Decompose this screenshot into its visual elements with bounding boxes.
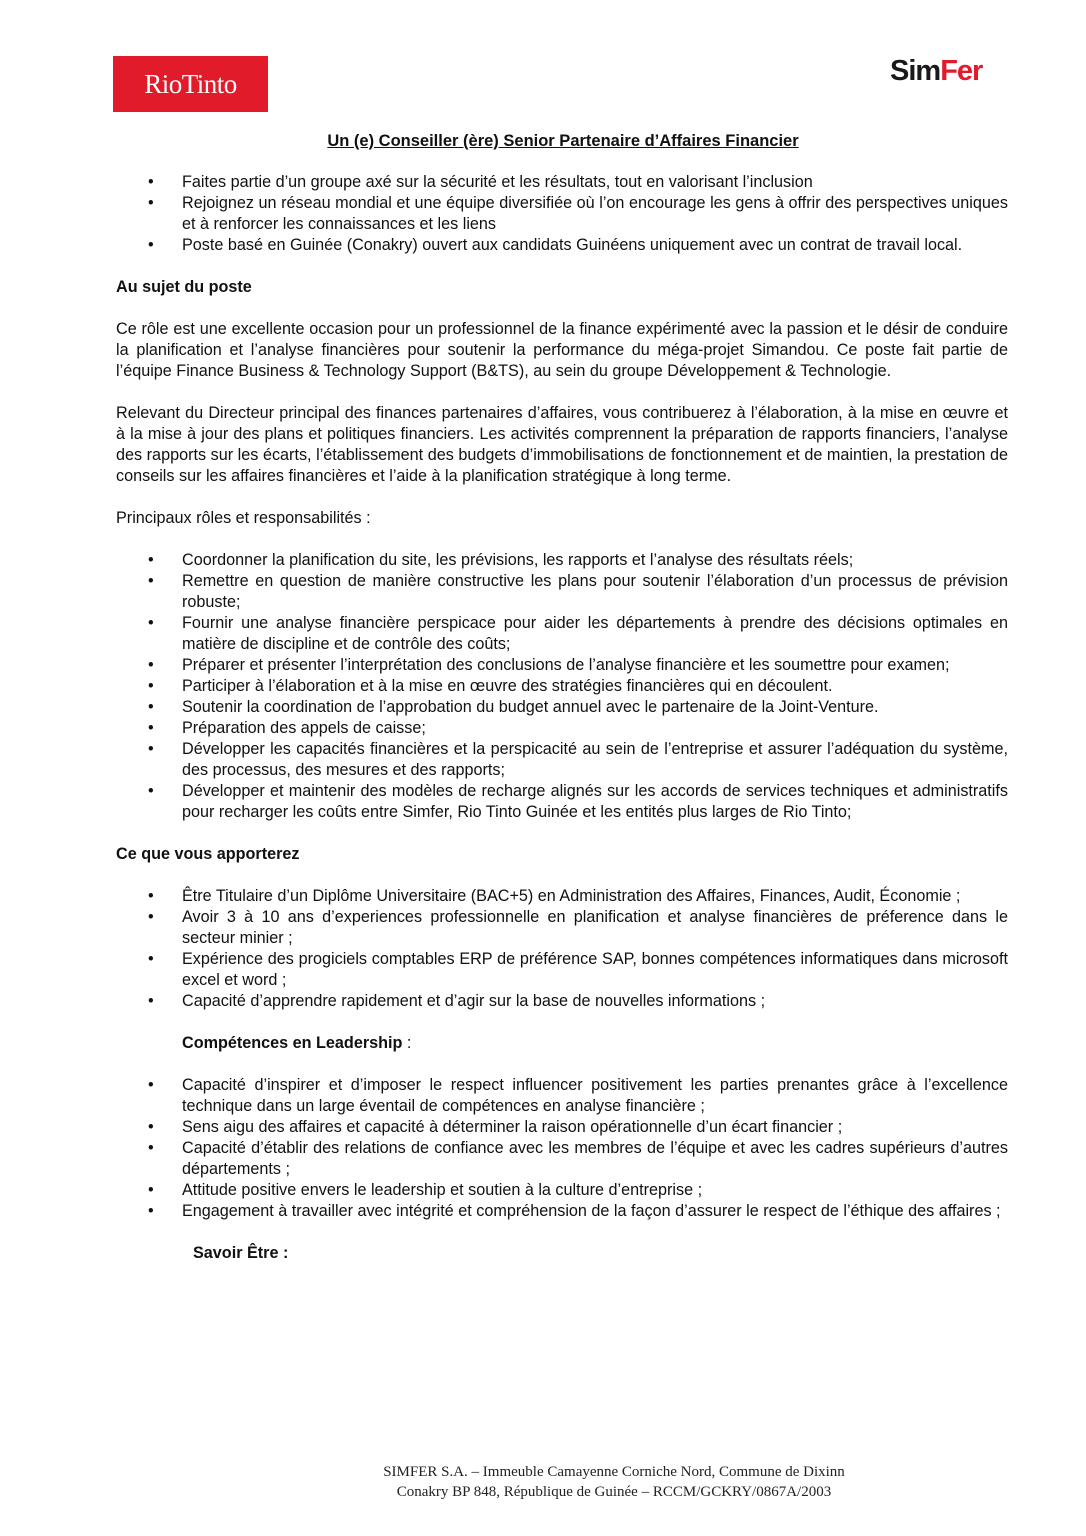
list-item: • Avoir 3 à 10 ans d’experiences professionnelle en planification et analyse financières de préference dans le secteur minier ; <box>148 908 1008 947</box>
list-item: • Préparation des appels de caisse; <box>148 719 426 737</box>
about-paragraph-1: Ce rôle est une excellente occasion pour un professionnel de la finance expérimenté avec la passion et le désir de conduire la planification et l’analyse financières pour soutenir la performance du méga-projet Simandou. Ce poste fait partie de l’équipe Finance Business & Technology Support (B&TS), au sein du groupe Développement & Technologie. <box>116 320 1008 380</box>
list-item: • Capacité d’établir des relations de confiance avec les membres de l’équipe et avec les cadres supérieurs d’autres départements ; <box>148 1139 1008 1178</box>
bullet-icon: • <box>148 719 154 737</box>
document-body <box>116 172 1008 1264</box>
bullet-icon: • <box>148 1202 154 1220</box>
section-heading-about: Au sujet du poste <box>116 278 252 296</box>
section-heading-roles: Principaux rôles et responsabilités : <box>116 509 371 527</box>
list-item: • Capacité d’inspirer et d’imposer le respect influencer positivement les parties prenantes grâce à l’excellence technique dans un large éventail de compétences en analyse financière ; <box>148 1076 1008 1115</box>
footer-address-line-2: Conakry BP 848, République de Guinée – RCCM/GCKRY/0867A/2003 <box>396 1484 832 1500</box>
page-title: Un (e) Conseiller (ère) Senior Partenaire d’Affaires Financier <box>327 132 799 150</box>
section-heading-savoir-etre: Savoir Être : <box>193 1244 289 1262</box>
list-item: • Attitude positive envers le leadership et soutien à la culture d’entreprise ; <box>148 1181 703 1199</box>
roles-bullet-list <box>116 550 1008 823</box>
list-item: • Engagement à travailler avec intégrité et compréhension de la façon d’assurer le respect de l’éthique des affaires ; <box>148 1202 1001 1220</box>
bullet-icon: • <box>148 887 154 905</box>
bullet-icon: • <box>148 1139 154 1157</box>
bullet-icon: • <box>148 656 154 674</box>
list-item: • Être Titulaire d’un Diplôme Universitaire (BAC+5) en Administration des Affaires, Finances, Audit, Économie ; <box>148 887 961 905</box>
simfer-logo <box>890 55 982 88</box>
list-item: • Participer à l’élaboration et à la mise en œuvre des stratégies financières qui en découlent. <box>148 677 833 695</box>
bullet-icon: • <box>148 614 154 632</box>
list-item: • Expérience des progiciels comptables ERP de préférence SAP, bonnes compétences informatiques dans microsoft excel et word ; <box>148 950 1008 989</box>
bullet-icon: • <box>148 572 154 590</box>
bullet-icon: • <box>148 1181 154 1199</box>
bullet-icon: • <box>148 677 154 695</box>
rio-tinto-logo <box>113 56 268 112</box>
list-item: • Capacité d’apprendre rapidement et d’agir sur la base de nouvelles informations ; <box>148 992 766 1010</box>
list-item: • Fournir une analyse financière perspicace pour aider les départements à prendre des décisions optimales en matière de discipline et de contrôle des coûts; <box>148 614 1008 653</box>
bullet-icon: • <box>148 173 154 191</box>
simfer-logo-part2: Fer <box>940 55 983 87</box>
list-item: • Préparer et présenter l’interprétation des conclusions de l’analyse financière et les soumettre pour examen; <box>148 656 950 674</box>
bullet-icon: • <box>148 782 154 800</box>
footer-address-line-1: SIMFER S.A. – Immeuble Camayenne Corniche Nord, Commune de Dixinn <box>383 1464 845 1480</box>
bullet-icon: • <box>148 992 154 1010</box>
bullet-icon: • <box>148 698 154 716</box>
list-item: • Rejoignez un réseau mondial et une équipe diversifiée où l’on encourage les gens à offrir des perspectives uniques et à renforcer les connaissances et les liens <box>148 194 1008 233</box>
bullet-icon: • <box>148 551 154 569</box>
page-footer <box>0 1462 1086 1502</box>
list-item: • Coordonner la planification du site, les prévisions, les rapports et l’analyse des résultats réels; <box>148 551 854 569</box>
list-item: • Sens aigu des affaires et capacité à déterminer la raison opérationnelle d’un écart financier ; <box>148 1118 843 1136</box>
list-item: • Faites partie d’un groupe axé sur la sécurité et les résultats, tout en valorisant l’inclusion <box>148 173 813 191</box>
intro-bullet-list <box>116 172 1008 256</box>
bullet-icon: • <box>148 236 154 254</box>
rio-tinto-logo-text: RioTinto <box>144 68 237 99</box>
simfer-logo-part1: Sim <box>890 55 941 87</box>
list-item: • Poste basé en Guinée (Conakry) ouvert aux candidats Guinéens uniquement avec un contrat de travail local. <box>148 236 963 254</box>
bullet-icon: • <box>148 1076 154 1094</box>
about-paragraph-2: Relevant du Directeur principal des finances partenaires d’affaires, vous contribuerez à l’élaboration, à la mise en œuvre et à la mise à jour des plans et politiques financiers. Les activités comprennent la préparation de rapports financiers, l’analyse des rapports sur les écarts, l’établissement des budgets d’immobilisations de fonctionnement et de maintien, la prestation de conseils sur les affaires financières et l’aide à la planification stratégique à long terme. <box>116 404 1008 485</box>
bullet-icon: • <box>148 740 154 758</box>
list-item: • Remettre en question de manière constructive les plans pour soutenir l’élaboration d’un processus de prévision robuste; <box>148 572 1008 611</box>
bring-bullet-list <box>116 886 1008 1012</box>
list-item: • Soutenir la coordination de l’approbation du budget annuel avec le partenaire de la Joint-Venture. <box>148 698 879 716</box>
list-item: • Développer les capacités financières et la perspicacité au sein de l’entreprise et assurer l’adéquation du système, des processus, des mesures et des rapports; <box>148 740 1008 779</box>
section-heading-bring: Ce que vous apporterez <box>116 845 300 863</box>
bullet-icon: • <box>148 1118 154 1136</box>
bullet-icon: • <box>148 950 154 968</box>
list-item: • Développer et maintenir des modèles de recharge alignés sur les accords de services techniques et administratifs pour recharger les coûts entre Simfer, Rio Tinto Guinée et les entités plus larges de Rio Tinto; <box>148 782 1008 821</box>
section-heading-leadership: Compétences en Leadership : <box>182 1034 412 1052</box>
leadership-bullet-list <box>116 1075 1008 1222</box>
bullet-icon: • <box>148 194 154 212</box>
bullet-icon: • <box>148 908 154 926</box>
